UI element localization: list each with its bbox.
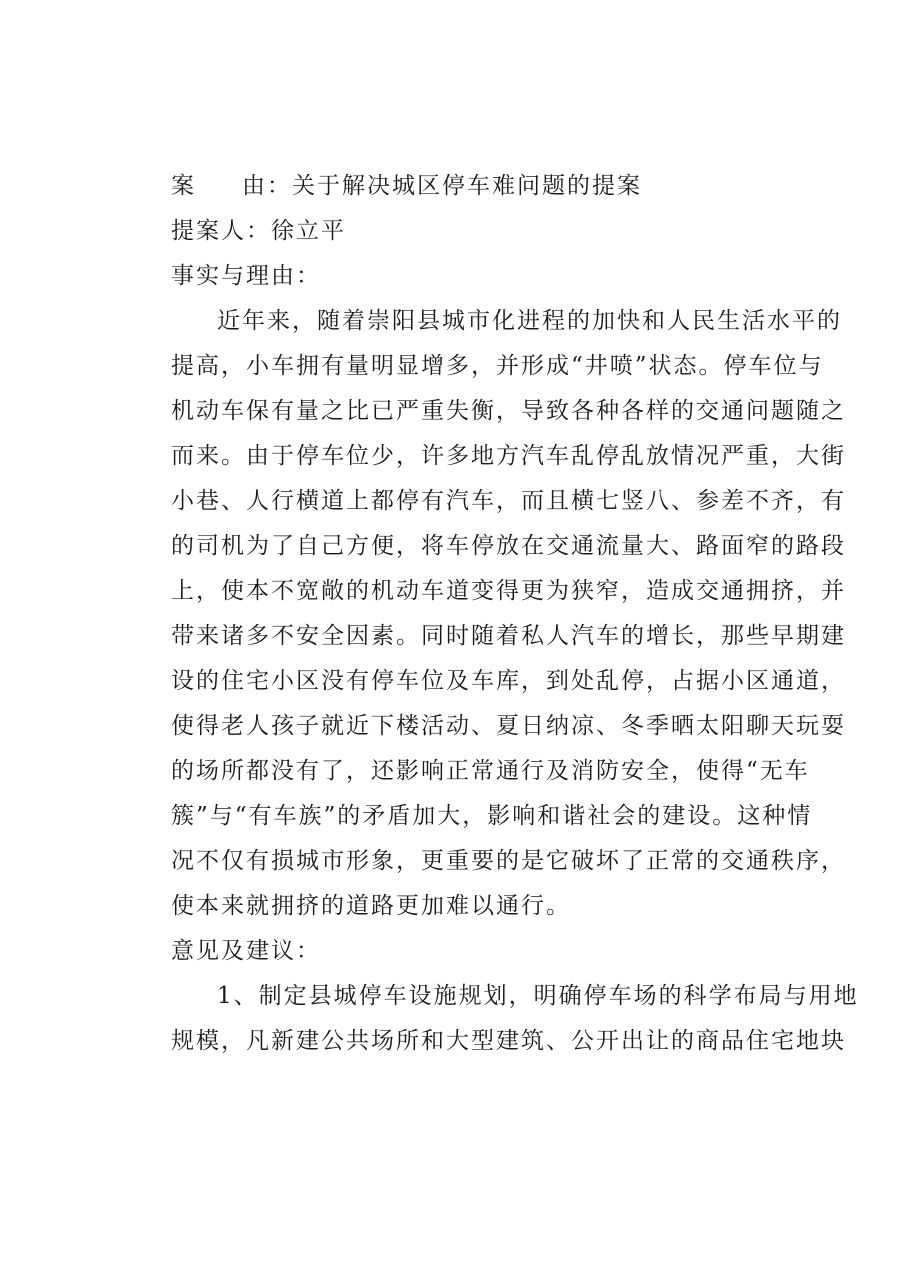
facts-paragraph <box>125 299 846 929</box>
facts-line: 小巷、人行横道上都停有汽车，而且横七竖八、参差不齐，有 <box>171 488 846 514</box>
case-line <box>125 164 797 209</box>
case-value: 关于解决城区停车难问题的提案 <box>292 173 642 199</box>
suggestions-paragraph <box>125 974 859 1064</box>
facts-line: 提高，小车拥有量明显增多，并形成“井喷”状态。停车位与 <box>171 353 824 379</box>
facts-line: 使本来就拥挤的道路更加难以通行。 <box>171 893 571 919</box>
suggestions-line: 1、制定县城停车设施规划，明确停车场的科学布局与用地 <box>217 983 859 1009</box>
case-label-char: 案 <box>171 173 196 199</box>
facts-line: 的场所都没有了，还影响正常通行及消防安全，使得“无车 <box>171 758 810 784</box>
facts-line: 设的住宅小区没有停车位及车库，到处乱停，占据小区通道， <box>171 668 846 694</box>
proposer-label: 提案人： <box>171 218 271 244</box>
facts-line: 而来。由于停车位少，许多地方汽车乱停乱放情况严重，大街 <box>171 443 846 469</box>
suggestions-line: 规模，凡新建公共场所和大型建筑、公开出让的商品住宅地块 <box>171 1028 846 1054</box>
facts-heading: 事实与理由： <box>171 263 321 289</box>
case-label-suffix: 由： <box>242 173 292 199</box>
facts-line: 使得老人孩子就近下楼活动、夏日纳凉、冬季晒太阳聊天玩耍 <box>171 713 846 739</box>
proposer-value: 徐立平 <box>271 218 346 244</box>
case-label <box>171 164 292 209</box>
facts-line: 簇”与“有车族”的矛盾加大，影响和谐社会的建设。这种情 <box>171 803 813 829</box>
facts-line: 况不仅有损城市形象，更重要的是它破坏了正常的交通秩序， <box>171 848 846 874</box>
facts-line: 上，使本不宽敞的机动车道变得更为狭窄，造成交通拥挤，并 <box>171 578 846 604</box>
facts-line: 机动车保有量之比已严重失衡，导致各种各样的交通问题随之 <box>171 398 846 424</box>
proposer-line <box>125 209 797 254</box>
suggestions-heading: 意见及建议： <box>171 938 321 964</box>
facts-line: 近年来，随着崇阳县城市化进程的加快和人民生活水平的 <box>217 308 842 334</box>
facts-line: 带来诸多不安全因素。同时随着私人汽车的增长，那些早期建 <box>171 623 846 649</box>
facts-line: 的司机为了自己方便，将车停放在交通流量大、路面窄的路段 <box>171 533 846 559</box>
document-body <box>125 164 859 1064</box>
